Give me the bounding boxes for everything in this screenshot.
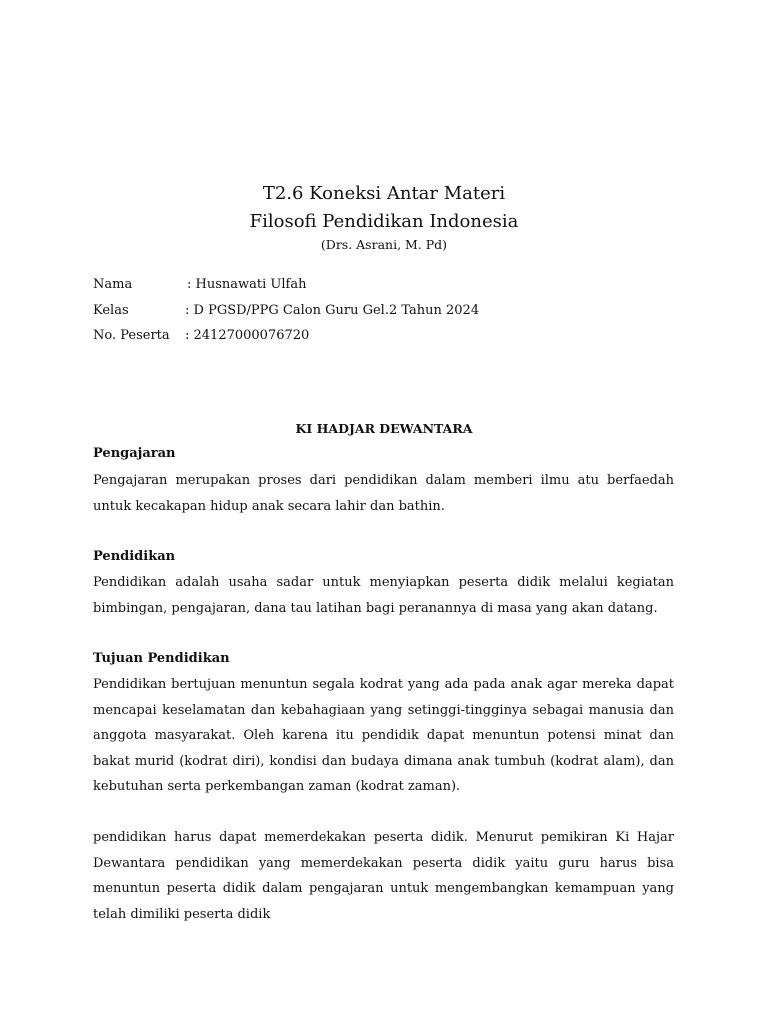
- paragraph-pengajaran: Pengajaran merupakan proses dari pendidikan dalam memberi ilmu atu berfaedah untuk kecakapan hidup anak secara lahir dan bathin.: [93, 473, 674, 514]
- document-subtitle: Filosofi Pendidikan Indonesia: [249, 211, 519, 232]
- info-value: : D PGSD/PPG Calon Guru Gel.2 Tahun 2024: [185, 303, 480, 318]
- info-value: : 24127000076720: [185, 328, 310, 343]
- info-value: : Husnawati Ulfah: [187, 277, 307, 292]
- subheading-pendidikan: Pendidikan: [93, 549, 176, 564]
- subheading-pengajaran: Pengajaran: [93, 446, 176, 461]
- subheading-tujuan-pendidikan: Tujuan Pendidikan: [93, 651, 230, 666]
- document-author: (Drs. Asrani, M. Pd): [320, 237, 448, 252]
- paragraph-closing: pendidikan harus dapat memerdekakan peserta didik. Menurut pemikiran Ki Hajar Dewantara pendidikan yang memerdekakan peserta didik yaitu guru harus bisa menuntun peserta didik dalam pengajaran untuk mengembangkan kemampuan yang telah dimiliki peserta didik: [93, 830, 674, 922]
- info-label: No. Peserta: [93, 328, 170, 343]
- section-heading: KI HADJAR DEWANTARA: [295, 421, 473, 436]
- info-label: Kelas: [93, 303, 129, 318]
- paragraph-tujuan-pendidikan: Pendidikan bertujuan menuntun segala kodrat yang ada pada anak agar mereka dapat mencapai keselamatan dan kebahagiaan yang setinggi-tingginya sebagai manusia dan anggota masyarakat. Oleh karena itu pendidik dapat menuntun potensi minat dan bakat murid (kodrat diri), kondisi dan budaya dimana anak tumbuh (kodrat alam), dan kebutuhan serta perkembangan zaman (kodrat zaman).: [93, 677, 674, 794]
- info-label: Nama: [93, 277, 133, 292]
- document-title: T2.6 Koneksi Antar Materi: [262, 183, 506, 204]
- paragraph-pendidikan: Pendidikan adalah usaha sadar untuk menyiapkan peserta didik melalui kegiatan bimbingan, pengajaran, dana tau latihan bagi peranannya di masa yang akan datang.: [93, 575, 674, 616]
